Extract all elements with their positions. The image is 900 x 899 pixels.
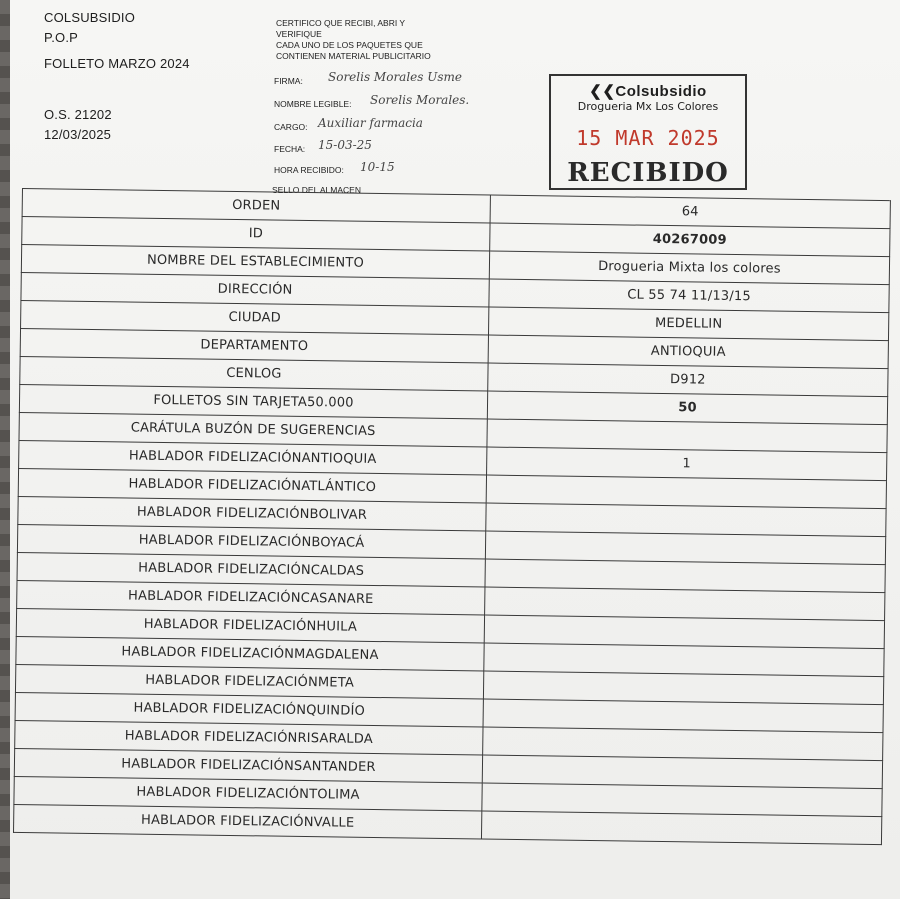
stamp-brand [551,82,745,100]
row-label: HABLADOR FIDELIZACIÓNVALLE [14,804,482,839]
stamp-store: Drogueria Mx Los Colores [577,100,719,113]
row-label: HABLADOR FIDELIZACIÓNANTIOQUIA [19,440,487,475]
row-label: HABLADOR FIDELIZACIÓNBOYACÁ [17,524,485,559]
row-value [481,811,881,845]
cargo-label: CARGO: [274,122,308,132]
certificate-line: CONTIENEN MATERIAL PUBLICITARIO [276,51,431,61]
row-label: HABLADOR FIDELIZACIÓNRISARALDA [15,720,483,755]
row-label: HABLADOR FIDELIZACIÓNBOLIVAR [18,496,486,531]
certificate-line: CADA UNO DE LOS PAQUETES QUE [276,40,423,50]
row-label: ID [22,217,490,252]
row-label: DIRECCIÓN [21,272,489,307]
row-label: HABLADOR FIDELIZACIÓNSANTANDER [14,748,482,783]
certificate-line: CERTIFICO QUE RECIBI, ABRI Y [276,18,406,28]
nombre-label: NOMBRE LEGIBLE: [274,99,352,109]
row-value: Drogueria Mixta los colores [489,251,889,285]
company-name: COLSUBSIDIO [44,10,136,25]
row-label: FOLLETOS SIN TARJETA50.000 [19,384,487,419]
row-label: HABLADOR FIDELIZACIÓNATLÁNTICO [18,468,486,503]
delivery-table-body [14,189,891,845]
os-number: O.S. 21202 [44,107,112,122]
certificate-line: VERIFIQUE [276,29,322,39]
firma-label: FIRMA: [274,76,303,86]
row-label: HABLADOR FIDELIZACIÓNMETA [15,664,483,699]
firma-value: Sorelis Morales Usme [328,70,462,84]
row-label: HABLADOR FIDELIZACIÓNTOLIMA [14,776,482,811]
row-label: CIUDAD [21,300,489,335]
row-label: HABLADOR FIDELIZACIÓNCALDAS [17,552,485,587]
pop-label: P.O.P [44,30,79,45]
stamp-status: RECIBIDO [567,158,729,188]
row-value: D912 [488,363,888,397]
row-value: 50 [487,391,887,425]
certificate-text [276,18,431,62]
fecha-value: 15-03-25 [318,138,372,152]
row-value: ANTIOQUIA [488,335,888,369]
row-label: HABLADOR FIDELIZACIÓNCASANARE [17,580,485,615]
row-label: HABLADOR FIDELIZACIÓNQUINDÍO [15,692,483,727]
folleto-title: FOLLETO MARZO 2024 [44,56,190,71]
row-label: HABLADOR FIDELIZACIÓNMAGDALENA [16,636,484,671]
row-label: CARÁTULA BUZÓN DE SUGERENCIAS [19,412,487,447]
stamp-brand-text: Colsubsidio [615,83,707,100]
hora-label: HORA RECIBIDO: [274,165,344,175]
document-date: 12/03/2025 [44,127,112,142]
row-label: ORDEN [22,189,490,224]
nombre-value: Sorelis Morales. [370,93,470,107]
row-value: 64 [490,195,890,229]
row-value: MEDELLIN [488,307,888,341]
row-value: 40267009 [490,223,890,257]
colsubsidio-logo-icon: ❮❮ [589,83,616,100]
hora-value: 10-15 [360,160,395,174]
sello-label: SELLO DEL ALMACEN [272,185,361,195]
cargo-value: Auxiliar farmacia [318,116,423,130]
row-label: CENLOG [20,356,488,391]
received-stamp [549,74,747,190]
stamp-date: 15 MAR 2025 [576,126,720,150]
row-label: DEPARTAMENTO [20,328,488,363]
delivery-table [13,188,891,845]
row-value: 1 [487,447,887,481]
row-label: NOMBRE DEL ESTABLECIMIENTO [21,245,489,280]
row-label: HABLADOR FIDELIZACIÓNHUILA [16,608,484,643]
fecha-label: FECHA: [274,144,306,154]
row-value: CL 55 74 11/13/15 [489,279,889,313]
